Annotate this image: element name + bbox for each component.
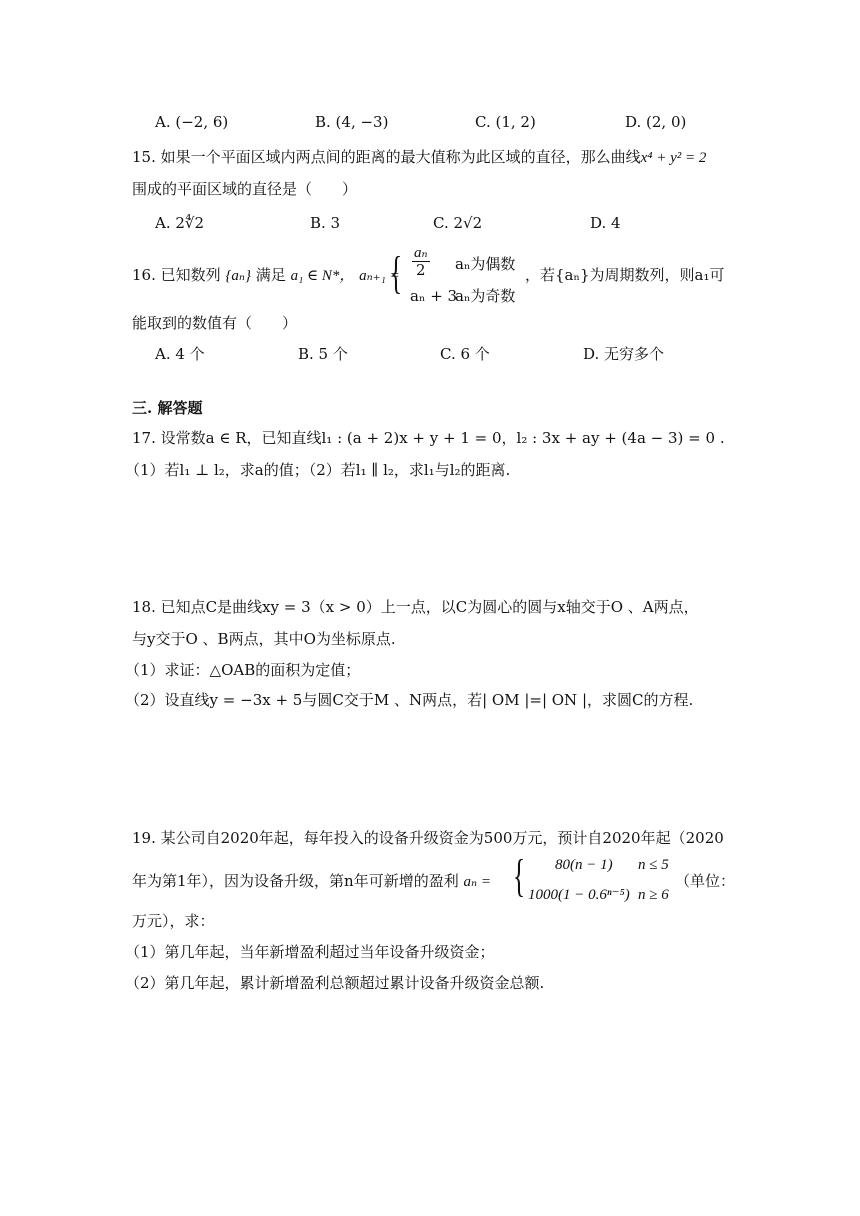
q16-option-b: B. 5 个 [298, 345, 348, 363]
q16-mid: 满足 [255, 266, 286, 284]
q15-option-b: B. 3 [310, 214, 341, 232]
q16-suffix: ，若{aₙ}为周期数列，则a₁可 [525, 266, 725, 284]
q19-unit-label: （单位： [675, 872, 736, 890]
q16-case1-condition: aₙ为偶数 [455, 255, 516, 273]
q16-brace: { [390, 247, 403, 298]
q16-recurrence-lhs: aₙ₊₁ = [359, 268, 400, 284]
q19-text: 年为第1年），因为设备升级，第n年可新增的盈利 [132, 872, 459, 890]
q15-option-c: C. 2√2 [433, 214, 483, 232]
q16-option-c: C. 6 个 [440, 345, 490, 363]
q19-case2-expression: 1000(1 − 0.6ⁿ⁻⁵) [528, 887, 630, 903]
q16-sequence: {aₙ} [225, 268, 251, 284]
q19-case2-condition: n ≥ 6 [638, 887, 669, 903]
q14-option-c: C. (1, 2) [475, 113, 536, 131]
q15-text: 15. 如果一个平面区域内两点间的距离的最大值称为此区域的直径，那么曲线 [132, 148, 641, 166]
q16-case1-numerator: aₙ [414, 245, 428, 261]
q18-part2: （2）设直线y = −3x + 5与圆C交于M 、N两点，若| OM |=| ON |，求圆C的方程. [125, 691, 694, 709]
q15-option-a: A. 2∜2 [155, 214, 205, 232]
q17-line1: 17. 设常数a ∈ R，已知直线l₁ : (a + 2)x + y + 1 = 0，l₂ : 3x + ay + (4a − 3) = 0 . [132, 429, 725, 447]
q15-curve-equation: x⁴ + y² = 2 [640, 150, 707, 166]
q19-case1-condition: n ≤ 5 [638, 857, 669, 873]
q16-line1 [132, 264, 400, 287]
q16-case2-condition: aₙ为奇数 [455, 287, 516, 305]
q19-line3: 万元），求： [132, 912, 215, 930]
q18-part1: （1）求证：△OAB的面积为定值； [125, 661, 361, 679]
q19-line2-prefix [132, 870, 491, 893]
q16-case2-expression: aₙ + 3 [410, 287, 458, 305]
q16-prefix: 16. 已知数列 [132, 266, 221, 284]
q19-line1: 19. 某公司自2020年起，每年投入的设备升级资金为500万元，预计自2020年起（2020 [132, 829, 724, 847]
q16-option-d: D. 无穷多个 [583, 345, 665, 363]
q16-case1-denominator: 2 [416, 261, 426, 279]
q19-case1-expression: 80(n − 1) [555, 857, 613, 873]
q14-option-b: B. (4, −3) [315, 113, 389, 131]
q19-lhs: aₙ = [463, 874, 491, 890]
q15-line2: 围成的平面区域的直径是（ ） [132, 180, 358, 198]
q14-option-a: A. (−2, 6) [155, 113, 229, 131]
q16-case1 [412, 245, 430, 278]
q17-line2: （1）若l₁ ⊥ l₂，求a的值；（2）若l₁ ∥ l₂，求l₁与l₂的距离. [125, 461, 511, 479]
q18-line1: 18. 已知点C是曲线xy = 3（x > 0）上一点，以C为圆心的圆与x轴交于O 、A两点， [132, 598, 699, 616]
section-heading: 三. 解答题 [132, 399, 203, 417]
q15-option-d: D. 4 [590, 214, 621, 232]
q16-line2: 能取到的数值有（ ） [132, 314, 298, 332]
q19-brace: { [513, 850, 526, 901]
q14-option-d: D. (2, 0) [625, 113, 687, 131]
q18-line2: 与y交于O 、B两点，其中O为坐标原点. [132, 630, 396, 648]
q15-line1 [132, 146, 706, 169]
q19-part2: （2）第几年起，累计新增盈利总额超过累计设备升级资金总额. [125, 974, 545, 992]
q16-condition: a₁ ∈ N*， [290, 268, 355, 284]
q16-option-a: A. 4 个 [155, 345, 205, 363]
q19-part1: （1）第几年起，当年新增盈利超过当年设备升级资金； [125, 943, 495, 961]
